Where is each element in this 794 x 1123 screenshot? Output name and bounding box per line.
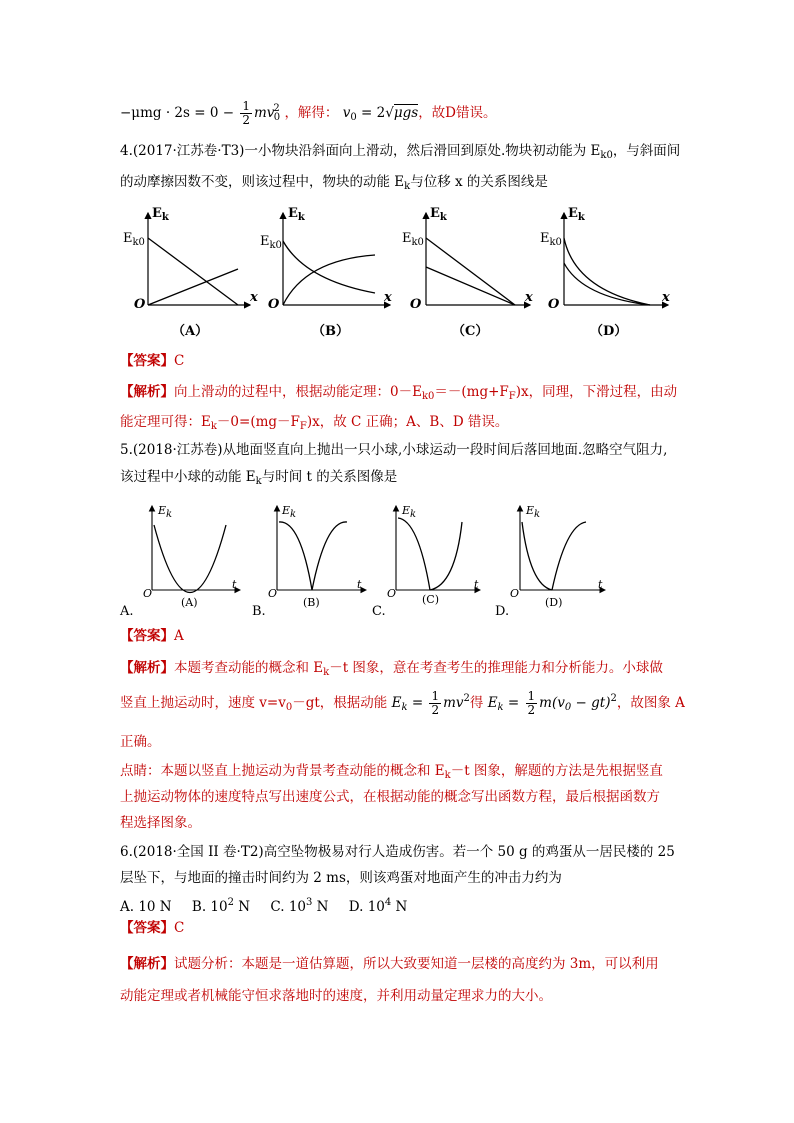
q6-answer-value: C xyxy=(174,920,185,936)
q5-note-line1 xyxy=(120,762,663,785)
q5-choice-a: A. xyxy=(120,604,134,619)
formula-mv: mv xyxy=(253,105,275,121)
q4-expl-line2 xyxy=(120,413,508,436)
q4-expl-t1b: ＝－(mg+F xyxy=(434,384,509,400)
q5-c-xlabel: t xyxy=(474,578,479,591)
q4-a-origin: O xyxy=(134,297,146,312)
q4-expl-t1: 向上滑动的过程中，根据动能定理：0－E xyxy=(174,384,422,400)
q4-text2b: 与位移 x 的关系图线是 xyxy=(410,174,548,190)
q4-graph-a xyxy=(148,213,250,305)
q5-f2-e: E xyxy=(487,695,498,711)
q5-f2-frac xyxy=(526,690,538,717)
q5-f2-num: 1 xyxy=(527,689,536,703)
q4-expl-s1: k0 xyxy=(421,391,435,402)
q5-d-origin: O xyxy=(510,587,520,600)
formula-eq: = 2 xyxy=(356,105,386,121)
q5-label-c: (C) xyxy=(422,593,439,606)
q5-f1-eq: = xyxy=(407,695,428,711)
formula-sqrt: μgs xyxy=(393,105,419,121)
q5-expl-t2a: 竖直上抛运动时，速度 v=v xyxy=(120,695,286,711)
q5-choice-b: B. xyxy=(252,604,266,619)
q4-c-xlabel: x xyxy=(525,290,533,305)
q5-f1-e: E xyxy=(391,695,402,711)
q5-f1-den: 2 xyxy=(431,703,440,717)
q5-expl-t2b: －gt，根据动能 xyxy=(292,695,388,711)
q4-expl-t2b: －0=(mg－F xyxy=(216,414,300,430)
q4-c-e0: $E_{k0}$ xyxy=(402,231,424,248)
q5-f1-sup: 2 xyxy=(463,693,470,704)
q5-line1: 5.(2018·江苏卷)从地面竖直向上抛出一只小球,小球运动一段时间后落回地面.忽略空气阻力, xyxy=(120,442,668,458)
formula-solve: ，解得： xyxy=(284,105,339,121)
formula-fraction xyxy=(240,100,252,127)
q4-line1 xyxy=(120,142,680,165)
q6-option-c: C. $10^3$ N xyxy=(270,897,329,915)
q4-a-xlabel: x xyxy=(250,290,258,305)
q5-expl-line3: 正确。 xyxy=(120,734,161,750)
q5-choice-c: C. xyxy=(372,604,386,619)
q6-option-b: B. $10^2$ N xyxy=(191,897,251,915)
q5-expl-s2: 0 xyxy=(285,702,293,713)
q4-expl-t2c: )x，故 C 正确；A、B、D 错误。 xyxy=(306,414,509,430)
q4-d-e0: $E_{k0}$ xyxy=(540,231,562,248)
q4-label-c: （C） xyxy=(452,324,489,339)
q6-options xyxy=(120,894,407,916)
q4-text1: 4.(2017·江苏卷·T3)一小物块沿斜面向上滑动，然后滑回到原处.物块初动能为 E xyxy=(120,143,601,159)
q5-f2-sub: k xyxy=(497,702,504,713)
q4-graph-b xyxy=(283,213,390,305)
q5-note-t1b: －t 图象，解题的方法是先根据竖直 xyxy=(450,763,663,779)
q6-expl-t1: 试题分析：本题是一道估算题，所以大致要知道一层楼的高度约为 3m，可以利用 xyxy=(174,956,659,972)
q4-expl-line1 xyxy=(120,383,677,406)
q5-expl-tag: 【解析】 xyxy=(120,660,174,676)
q6-expl-line1 xyxy=(120,955,659,973)
q5-answer xyxy=(120,627,184,645)
frac-den: 2 xyxy=(242,113,250,127)
q4-a-ylabel: $E_k$ xyxy=(152,206,169,223)
q4-line2 xyxy=(120,173,548,196)
q4-c-ylabel: $E_k$ xyxy=(430,206,447,223)
q5-line2 xyxy=(120,468,397,491)
q5-s2: k xyxy=(255,476,262,487)
q5-label-a: (A) xyxy=(181,596,198,609)
q4-b-origin: O xyxy=(268,297,280,312)
q5-expl-line2 xyxy=(120,690,685,717)
q4-expl-s4: F xyxy=(299,421,307,432)
q4-d-origin: O xyxy=(548,297,560,312)
q5-t2b: 与时间 t 的关系图像是 xyxy=(261,469,398,485)
q5-label-d: (D) xyxy=(545,596,563,609)
q5-f2-gt: − gt) xyxy=(571,695,611,711)
q5-f2-m: m(v xyxy=(539,695,565,711)
formula-line: −μmg · 2s = 0 − $\frac{1}{2}$ $mv^2_0$ ，解得： $v_0 = 2√\mu gs$，故D错误。 xyxy=(120,99,497,127)
q6-option-d: D. $10^4$ N xyxy=(348,897,408,915)
q6-expl-tag: 【解析】 xyxy=(120,956,174,972)
q4-sub1: k0 xyxy=(600,150,613,161)
q5-f-mid: 得 xyxy=(469,695,484,711)
q4-b-e0: $E_{k0}$ xyxy=(260,234,282,251)
q4-expl-tag: 【解析】 xyxy=(120,384,174,400)
q5-t2a: 该过程中小球的动能 E xyxy=(120,469,256,485)
q4-d-ylabel: $E_k$ xyxy=(568,206,585,223)
q4-expl-s2: F xyxy=(508,391,516,402)
q4-c-origin: O xyxy=(410,297,422,312)
q4-graph-d xyxy=(564,213,668,305)
q4-sub2: k xyxy=(404,181,411,192)
q5-b-ylabel: Ek xyxy=(282,504,297,520)
q4-answer xyxy=(120,352,184,370)
q5-f2-eq: = xyxy=(503,695,524,711)
q5-d-ylabel: Ek xyxy=(526,504,541,520)
q5-a-ylabel: Ek xyxy=(158,504,173,520)
q5-label-b: (B) xyxy=(303,596,320,609)
q5-answer-value: A xyxy=(174,628,184,644)
q6-line1: 6.(2018·全国 II 卷·T2)高空坠物极易对行人造成伤害。若一个 50 g 的鸡蛋从一居民楼的 25 xyxy=(120,844,675,860)
formula-sub: 0 xyxy=(273,112,281,123)
q5-b-xlabel: t xyxy=(357,578,362,591)
q5-note-t1a: 点睛：本题以竖直上抛运动为背景考查动能的概念和 E xyxy=(120,763,445,779)
q5-note-s1: k xyxy=(444,770,451,781)
formula-tail: ，故D错误。 xyxy=(418,105,497,121)
q6-answer-tag: 【答案】 xyxy=(120,920,174,936)
q5-c-origin: O xyxy=(387,587,397,600)
q5-expl-t1a: 本题考查动能的概念和 E xyxy=(174,660,324,676)
q5-d-xlabel: t xyxy=(598,578,603,591)
q5-f2-sub2: 0 xyxy=(564,702,572,713)
q5-expl-line1 xyxy=(120,659,663,682)
q5-note-line3: 程选择图象。 xyxy=(120,815,201,831)
q6-line2: 层坠下，与地面的撞击时间约为 2 ms，则该鸡蛋对地面产生的冲击力约为 xyxy=(120,870,562,886)
q4-text2a: 的动摩擦因数不变，则该过程中，物块的动能 E xyxy=(120,174,405,190)
q4-answer-value: C xyxy=(174,353,185,369)
q4-expl-s3: k xyxy=(210,421,217,432)
q4-label-a: （A） xyxy=(172,324,209,339)
q5-f1-frac xyxy=(429,690,441,717)
frac-num: 1 xyxy=(242,99,250,113)
q4-expl-t2a: 能定理可得：E xyxy=(120,414,211,430)
q4-text1-tail: ，与斜面间 xyxy=(612,143,681,159)
q4-label-d: （D） xyxy=(590,324,628,339)
q6-option-a: A. 10 N xyxy=(120,899,172,915)
formula-sup: 2 xyxy=(273,103,280,114)
q4-answer-tag: 【答案】 xyxy=(120,353,174,369)
q4-a-e0: $E_{k0}$ xyxy=(123,231,145,248)
q4-expl-t1c: )x，同理，下滑过程，由动 xyxy=(515,384,678,400)
q5-expl-s1: k xyxy=(323,667,330,678)
q5-expl-tail: ，故图象 A xyxy=(616,695,685,711)
q4-b-ylabel: $E_k$ xyxy=(288,206,305,223)
q6-expl-line2: 动能定理或者机械能守恒求落地时的速度，并利用动量定理求力的大小。 xyxy=(120,988,552,1004)
q5-b-origin: O xyxy=(268,587,278,600)
q5-expl-t1b: －t 图象，意在考查考生的推理能力和分析能力。小球做 xyxy=(329,660,663,676)
q5-f1-sub: k xyxy=(401,702,408,713)
q4-b-xlabel: x xyxy=(384,290,392,305)
q6-answer xyxy=(120,919,184,937)
formula-v: v xyxy=(342,105,351,121)
q5-f2-den: 2 xyxy=(527,703,536,717)
q5-f2-sup: 2 xyxy=(610,693,617,704)
q5-f1-num: 1 xyxy=(431,689,440,703)
formula-left: −μmg · 2s = 0 − xyxy=(120,105,235,121)
q5-choice-d: D. xyxy=(495,604,510,619)
q4-graph-c xyxy=(426,213,530,305)
q5-note-line2: 上抛运动物体的速度特点写出速度公式，在根据动能的概念写出函数方程，最后根据函数方 xyxy=(120,789,660,805)
q5-a-xlabel: t xyxy=(232,578,237,591)
q5-f1-mv: mv xyxy=(443,695,464,711)
q5-c-ylabel: Ek xyxy=(402,504,417,520)
q5-answer-tag: 【答案】 xyxy=(120,628,174,644)
q4-label-b: （B） xyxy=(312,324,349,339)
q4-d-xlabel: x xyxy=(662,290,670,305)
q5-a-origin: O xyxy=(143,587,153,600)
